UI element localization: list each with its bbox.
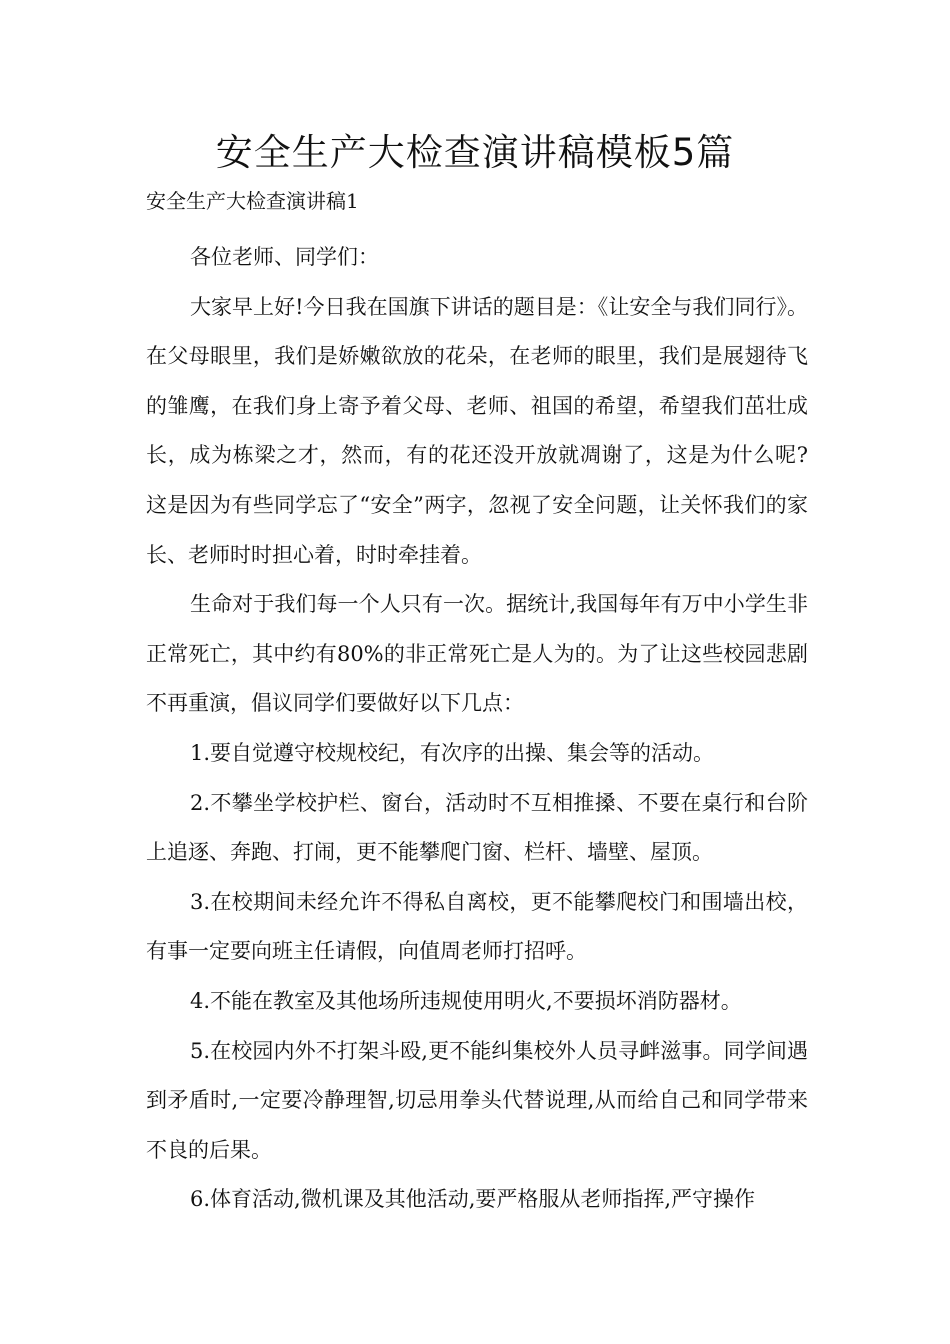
paragraph-greeting: 各位老师、同学们：: [190, 245, 379, 269]
paragraph-item-6: 6.体育活动,微机课及其他活动,要严格服从老师指挥,严守操作: [190, 1187, 756, 1212]
paragraph-item-5: 5.在校园内外不打架斗殴,更不能纠集校外人员寻衅滋事。同学间遇到矛盾时,一定要冷静理智,切忌用拳头代替说理,从而给自己和同学带来不良的后果。: [146, 1038, 808, 1162]
paragraph-item-3: 3.在校期间未经允许不得私自离校，更不能攀爬校门和围墙出校，有事一定要向班主任请假，向值周老师打招呼。: [146, 889, 808, 964]
paragraph-statistics: 生命对于我们每一个人只有一次。据统计,我国每年有万中小学生非正常死亡，其中约有80%的非正常死亡是人为的。为了让这些校园悲剧不再重演，倡议同学们要做好以下几点：: [146, 592, 808, 716]
document-subtitle: 安全生产大检查演讲稿1: [146, 189, 359, 213]
paragraph-intro: 大家早上好!今日我在国旗下讲话的题目是：《让安全与我们同行》。 在父母眼里，我们是娇嫩欲放的花朵，在老师的眼里，我们是展翅待飞的雏鹰，在我们身上寄予着父母、老师、祖国的希望，希望我们茁壮成长，成为栋梁之才，然而，有的花还没开放就凋谢了，这是为什么呢?这是因为有些同学忘了“安全”两字，忽视了安全问题，让关怀我们的家长、老师时时担心着，时时牵挂着。: [146, 294, 808, 567]
document-title: 安全生产大检查演讲稿模板5篇: [215, 131, 735, 174]
paragraph-item-2: 2.不攀坐学校护栏、窗台，活动时不互相推搡、不要在桌行和台阶上追逐、奔跑、打闹，更不能攀爬门窗、栏杆、墙壁、屋顶。: [146, 790, 808, 865]
document-body: [146, 233, 808, 1225]
paragraph-item-4: 4.不能在教室及其他场所违规使用明火,不要损坏消防器材。: [190, 988, 742, 1013]
paragraph-item-1: 1.要自觉遵守校规校纪，有次序的出操、集会等的活动。: [190, 740, 715, 765]
